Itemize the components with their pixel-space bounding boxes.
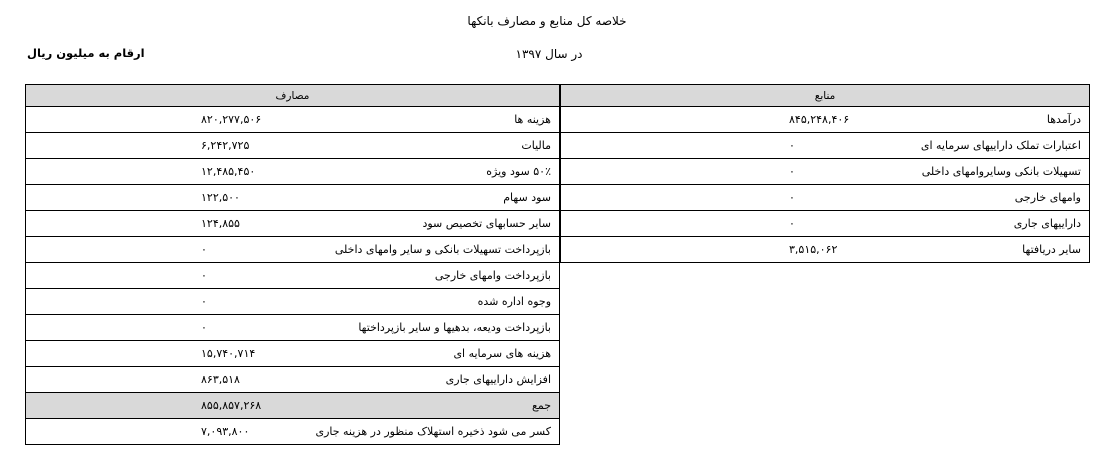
sources-header: منابع <box>560 84 1090 107</box>
expense-value: ۰ <box>201 243 207 256</box>
expense-row <box>25 315 560 341</box>
expense-value: ۱۲,۴۸۵,۴۵۰ <box>201 165 256 178</box>
units-note: ارقام به میلیون ریال <box>27 46 145 60</box>
source-label: تسهیلات بانکی وسایروامهای داخلی <box>921 165 1081 178</box>
source-label: درآمدها <box>1046 113 1081 126</box>
source-row <box>560 133 1090 159</box>
expense-value: ۷,۰۹۳,۸۰۰ <box>201 425 250 438</box>
expense-value: ۰ <box>201 321 207 334</box>
expense-value: ۸۶۳,۵۱۸ <box>201 373 240 386</box>
expense-label: بازپرداخت وامهای خارجی <box>434 269 551 282</box>
expense-label: ۵۰٪ سود ویژه <box>486 165 551 178</box>
source-value: ۰ <box>789 165 795 178</box>
source-value: ۰ <box>789 139 795 152</box>
expense-row <box>25 367 560 393</box>
source-row <box>560 159 1090 185</box>
expense-row <box>25 419 560 445</box>
expense-label: سود سهام <box>503 191 551 204</box>
source-value: ۰ <box>789 217 795 230</box>
source-row <box>560 211 1090 237</box>
expense-label: بازپرداخت ودیعه، بدهیها و سایر بازپرداختها <box>358 321 551 334</box>
expense-total-label: جمع <box>531 399 551 412</box>
expense-row <box>25 133 560 159</box>
source-value: ۸۴۵,۲۴۸,۴۰۶ <box>789 113 850 126</box>
report-year: در سال ۱۳۹۷ <box>515 47 583 61</box>
expense-row <box>25 289 560 315</box>
expense-label: هزینه ها <box>514 113 551 126</box>
expense-value: ۶,۲۴۲,۷۲۵ <box>201 139 250 152</box>
expense-label: افزایش داراییهای جاری <box>445 373 551 386</box>
report-title: خلاصه کل منابع و مصارف بانکها <box>467 14 627 28</box>
expense-value: ۱۲۲,۵۰۰ <box>201 191 240 204</box>
source-value: ۰ <box>789 191 795 204</box>
expense-value: ۱۲۴,۸۵۵ <box>201 217 240 230</box>
source-label: داراییهای جاری <box>1013 217 1081 230</box>
expense-label: سایر حسابهای تخصیص سود <box>422 217 551 230</box>
expense-row <box>25 341 560 367</box>
expense-value: ۰ <box>201 295 207 308</box>
source-row <box>560 185 1090 211</box>
expense-label: وجوه اداره شده <box>477 295 551 308</box>
source-row <box>560 237 1090 263</box>
source-row <box>560 107 1090 133</box>
expense-total-row <box>25 393 560 419</box>
expense-value: ۸۲۰,۲۷۷,۵۰۶ <box>201 113 262 126</box>
expense-row <box>25 185 560 211</box>
source-label: وامهای خارجی <box>1014 191 1081 204</box>
expense-label: کسر می شود ذخیره استهلاک منظور در هزینه جاری <box>315 425 551 438</box>
expense-total-value: ۸۵۵,۸۵۷,۲۶۸ <box>201 399 262 412</box>
expense-label: هزینه های سرمایه ای <box>453 347 551 360</box>
expense-value: ۱۵,۷۴۰,۷۱۴ <box>201 347 256 360</box>
expense-row <box>25 237 560 263</box>
source-label: سایر دریافتها <box>1022 243 1081 256</box>
expense-value: ۰ <box>201 269 207 282</box>
expense-row <box>25 263 560 289</box>
source-value: ۳,۵۱۵,۰۶۲ <box>789 243 838 256</box>
source-label: اعتبارات تملک داراییهای سرمایه ای <box>920 139 1081 152</box>
expense-row <box>25 159 560 185</box>
expense-label: بازپرداخت تسهیلات بانکی و سایر وامهای داخلی <box>334 243 551 256</box>
expense-label: مالیات <box>521 139 551 152</box>
expenses-header: مصارف <box>25 84 560 107</box>
expense-row <box>25 107 560 133</box>
expense-row <box>25 211 560 237</box>
